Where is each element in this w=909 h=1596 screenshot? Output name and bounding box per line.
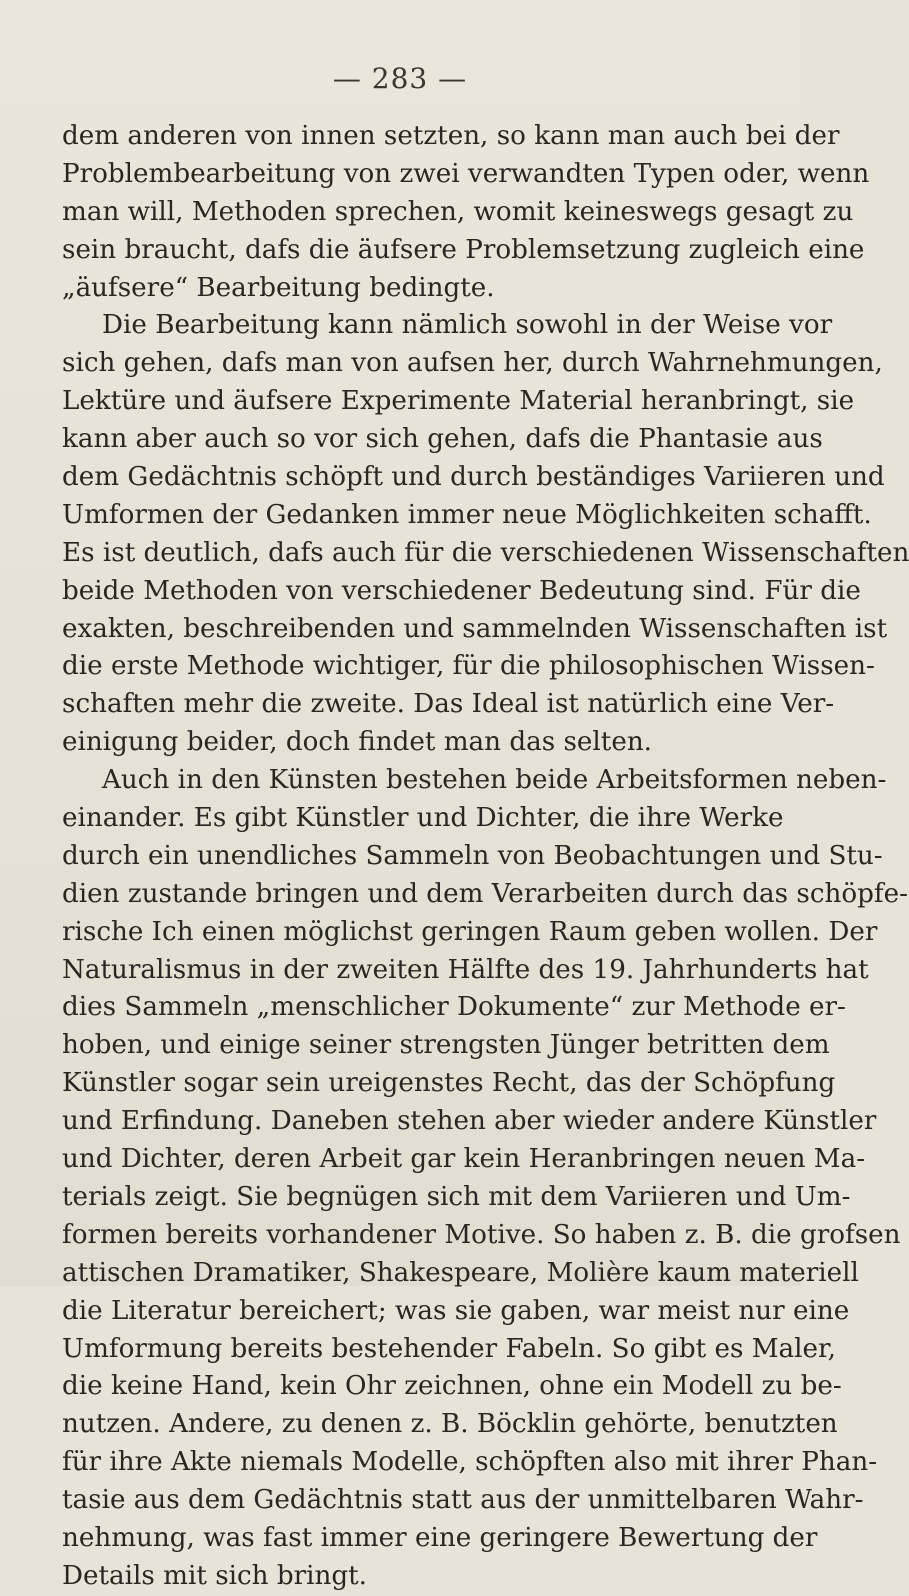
text-line: dem Gedächtnis schöpft und durch beständiges Variieren und — [62, 462, 885, 493]
text-line: rische Ich einen möglichst geringen Raum geben wollen. Der — [62, 916, 878, 947]
text-line: Künstler sogar sein ureigenstes Recht, das der Schöpfung — [62, 1068, 836, 1099]
text-line: beide Methoden von verschiedener Bedeutung sind. Für die — [62, 575, 861, 606]
text-line: einigung beider, doch findet man das selten. — [62, 727, 653, 758]
text-line: dien zustande bringen und dem Verarbeiten durch das schöpfe- — [62, 878, 908, 909]
text-line: Lektüre und äufsere Experimente Material heranbringt, sie — [62, 386, 855, 417]
text-line: sein braucht, dafs die äufsere Problemsetzung zugleich eine — [62, 234, 865, 265]
text-line: Umformung bereits bestehender Fabeln. So gibt es Maler, — [62, 1333, 836, 1364]
text-line: dem anderen von innen setzten, so kann man auch bei der — [62, 121, 840, 151]
text-line: hoben, und einige seiner strengsten Jünger betritten dem — [62, 1030, 830, 1061]
text-line: Umformen der Gedanken immer neue Möglichkeiten schafft. — [62, 499, 872, 530]
text-line: durch ein unendliches Sammeln von Beobachtungen und Stu- — [62, 840, 883, 871]
text-line: Die Bearbeitung kann nämlich sowohl in der Weise vor — [102, 310, 833, 341]
text-line: terials zeigt. Sie begnügen sich mit dem Variieren und Um- — [62, 1181, 851, 1212]
text-line: formen bereits vorhandener Motive. So haben z. B. die grofsen — [62, 1219, 901, 1250]
text-line: attischen Dramatiker, Shakespeare, Molière kaum materiell — [62, 1257, 859, 1288]
text-line: die keine Hand, kein Ohr zeichnen, ohne ein Modell zu be- — [62, 1371, 842, 1402]
text-line: Details mit sich bringt. — [62, 1560, 368, 1591]
text-line: Problembearbeitung von zwei verwandten Typen oder, wenn — [62, 158, 870, 189]
text-line: einander. Es gibt Künstler und Dichter, die ihre Werke — [62, 803, 784, 834]
text-line: sich gehen, dafs man von aufsen her, durch Wahrnehmungen, — [62, 348, 883, 379]
text-line: und Erfindung. Daneben stehen aber wieder andere Künstler — [62, 1106, 877, 1137]
text-line: für ihre Akte niemals Modelle, schöpften also mit ihrer Phan- — [62, 1447, 878, 1478]
text-line: man will, Methoden sprechen, womit keineswegs gesagt zu — [62, 196, 854, 227]
text-line: tasie aus dem Gedächtnis statt aus der unmittelbaren Wahr- — [62, 1485, 864, 1516]
text-line: nehmung, was fast immer eine geringere Bewertung der — [62, 1522, 818, 1553]
text-line: dies Sammeln „menschlicher Dokumente“ zur Methode er- — [62, 992, 846, 1023]
text-line: und Dichter, deren Arbeit gar kein Heranbringen neuen Ma- — [62, 1144, 866, 1175]
text-line: Naturalismus in der zweiten Hälfte des 19. Jahrhunderts hat — [62, 954, 869, 985]
text-line: kann aber auch so vor sich gehen, dafs die Phantasie aus — [62, 424, 823, 455]
page-number: — 283 — — [332, 62, 468, 95]
text-line: schaften mehr die zweite. Das Ideal ist natürlich eine Ver- — [62, 689, 835, 720]
text-line: Es ist deutlich, dafs auch für die verschiedenen Wissenschaften — [62, 537, 909, 568]
text-line: exakten, beschreibenden und sammelnden Wissenschaften ist — [62, 613, 888, 644]
body-text — [62, 118, 909, 1596]
text-line: nutzen. Andere, zu denen z. B. Böcklin gehörte, benutzten — [62, 1409, 838, 1440]
text-line: die erste Methode wichtiger, für die philosophischen Wissen- — [62, 651, 875, 682]
text-line: die Literatur bereichert; was sie gaben, war meist nur eine — [62, 1295, 850, 1326]
text-line: Auch in den Künsten bestehen beide Arbeitsformen neben- — [102, 765, 887, 796]
text-line: „äufsere“ Bearbeitung bedingte. — [62, 272, 495, 303]
